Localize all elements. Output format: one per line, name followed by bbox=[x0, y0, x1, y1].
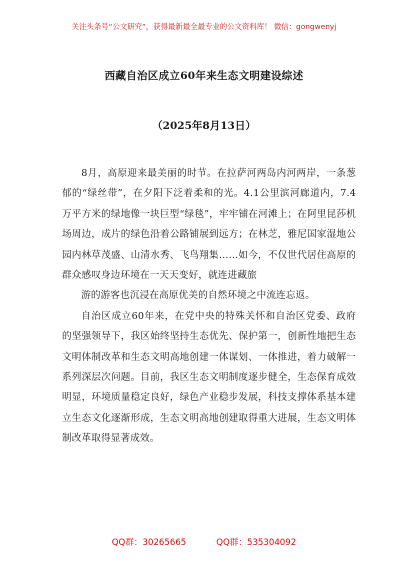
footer-qq-groups bbox=[0, 537, 408, 549]
footer-qq-group-1: QQ群：30265665 bbox=[111, 538, 187, 548]
body-paragraph: 自治区成立60年来，在党中央的特殊关怀和自治区党委、政府的坚强领导下，我区始终坚持生态优先、保护第一，创新性地把生态文明体制改革和生态文明高地创建一体谋划、一体推进，着力破解一系列深层次问题。目前，我区生态文明制度逐步健全，生态保育成效明显，环境质量稳定良好，绿色产业稳步发展，科技支撑体系基本建立生态文化逐渐形成，生态文明高地创建取得重大进展，生态文明体制改革取得显著成效。 bbox=[62, 310, 356, 445]
document-body bbox=[62, 164, 356, 450]
header-banner: 关注头条号“公文研究”，获得最新最全最专业的公文资料库！ 微信：gongwenyj bbox=[71, 22, 337, 31]
document-title: 西藏自治区成立60年来生态文明建设综述 bbox=[104, 70, 304, 82]
body-paragraph: 8月，高原迎来最美丽的时节。在拉萨河两岛内河两岸，一条葱郁的“绿丝带”，在夕阳下泛着柔和的光。4.1公里滨河廊道内，7.4万平方米的绿地像一块巨型“绿毯”，牢牢铺在河滩上；在阿里昆莎机场周边，成片的绿色沿着公路铺展到远方；在林芝，雅尼国家湿地公园内林草茂盛、山清水秀、飞鸟翔集……如今，不仅世代居住高原的群众感叹身边环境在一天天变好，就连进藏旅 bbox=[62, 168, 356, 282]
footer-qq-group-2: QQ群：535304092 bbox=[216, 538, 297, 548]
body-paragraph: 游的游客也沉浸在高原优美的自然环境之中流连忘返。 bbox=[81, 290, 316, 302]
document-date: （2025年8月13日） bbox=[152, 120, 256, 132]
